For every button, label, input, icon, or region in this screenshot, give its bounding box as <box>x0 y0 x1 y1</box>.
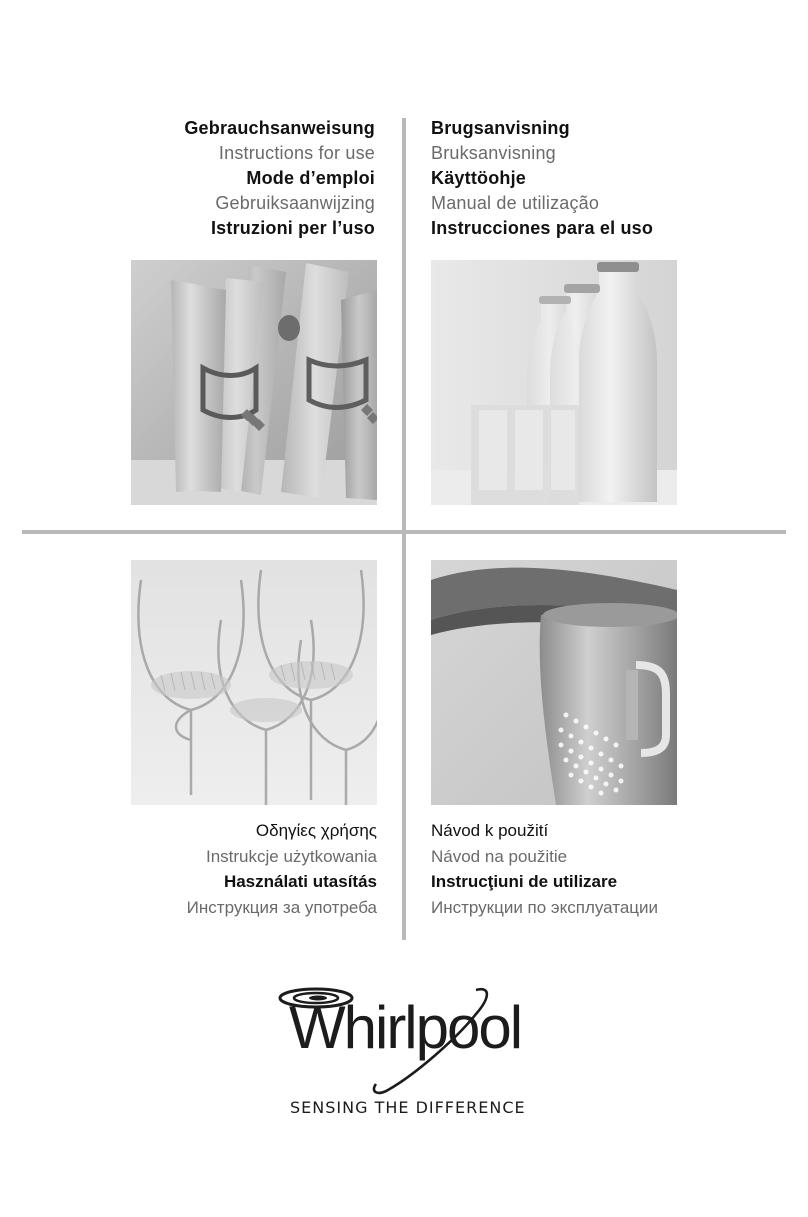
title-line: Instrucţiuni de utilizare <box>431 872 618 891</box>
colander-photo <box>431 560 677 805</box>
bottom-right-title-list <box>431 818 658 920</box>
milk-bottles-illustration <box>431 260 677 505</box>
top-right-title-list <box>431 116 653 241</box>
title-line: Инструкции по эксплуатации <box>431 897 659 917</box>
title-line: Használati utasítás <box>223 872 377 891</box>
top-left-title-list <box>184 116 375 241</box>
title-line: Návod k použití <box>431 821 549 840</box>
title-line: Mode d’emploi <box>246 168 375 188</box>
title-line: Manual de utilização <box>431 193 600 213</box>
title-line: Brugsanvisning <box>431 118 570 138</box>
brand-tagline: SENSING THE DIFFERENCE <box>290 1098 526 1117</box>
whirlpool-logo <box>276 984 546 1096</box>
vertical-divider-top <box>402 118 406 532</box>
title-line: Инструкция за употреба <box>186 897 377 917</box>
logo-wordmark: Whirlpool <box>289 994 522 1061</box>
bottom-left-title-list <box>187 818 377 920</box>
title-line: Instrucciones para el uso <box>431 218 654 238</box>
clothespins-illustration <box>131 260 377 505</box>
wine-glasses-photo <box>131 560 377 805</box>
vertical-divider-bottom <box>402 532 406 940</box>
colander-illustration <box>431 560 677 805</box>
title-line: Istruzioni per l’uso <box>210 218 375 238</box>
milk-bottles-photo <box>431 260 677 505</box>
title-line: Οδηγίες χρήσης <box>255 821 377 840</box>
wine-glasses-illustration <box>131 560 377 805</box>
title-line: Instrukcje użytkowania <box>205 846 377 866</box>
title-line: Gebrauchsanweisung <box>184 118 375 138</box>
title-line: Bruksanvisning <box>431 143 556 163</box>
title-line: Návod na použitie <box>431 846 568 866</box>
title-line: Käyttöohje <box>431 168 527 188</box>
clothespins-photo <box>131 260 377 505</box>
title-line: Instructions for use <box>218 143 375 163</box>
title-line: Gebruiksaanwijzing <box>215 193 375 213</box>
